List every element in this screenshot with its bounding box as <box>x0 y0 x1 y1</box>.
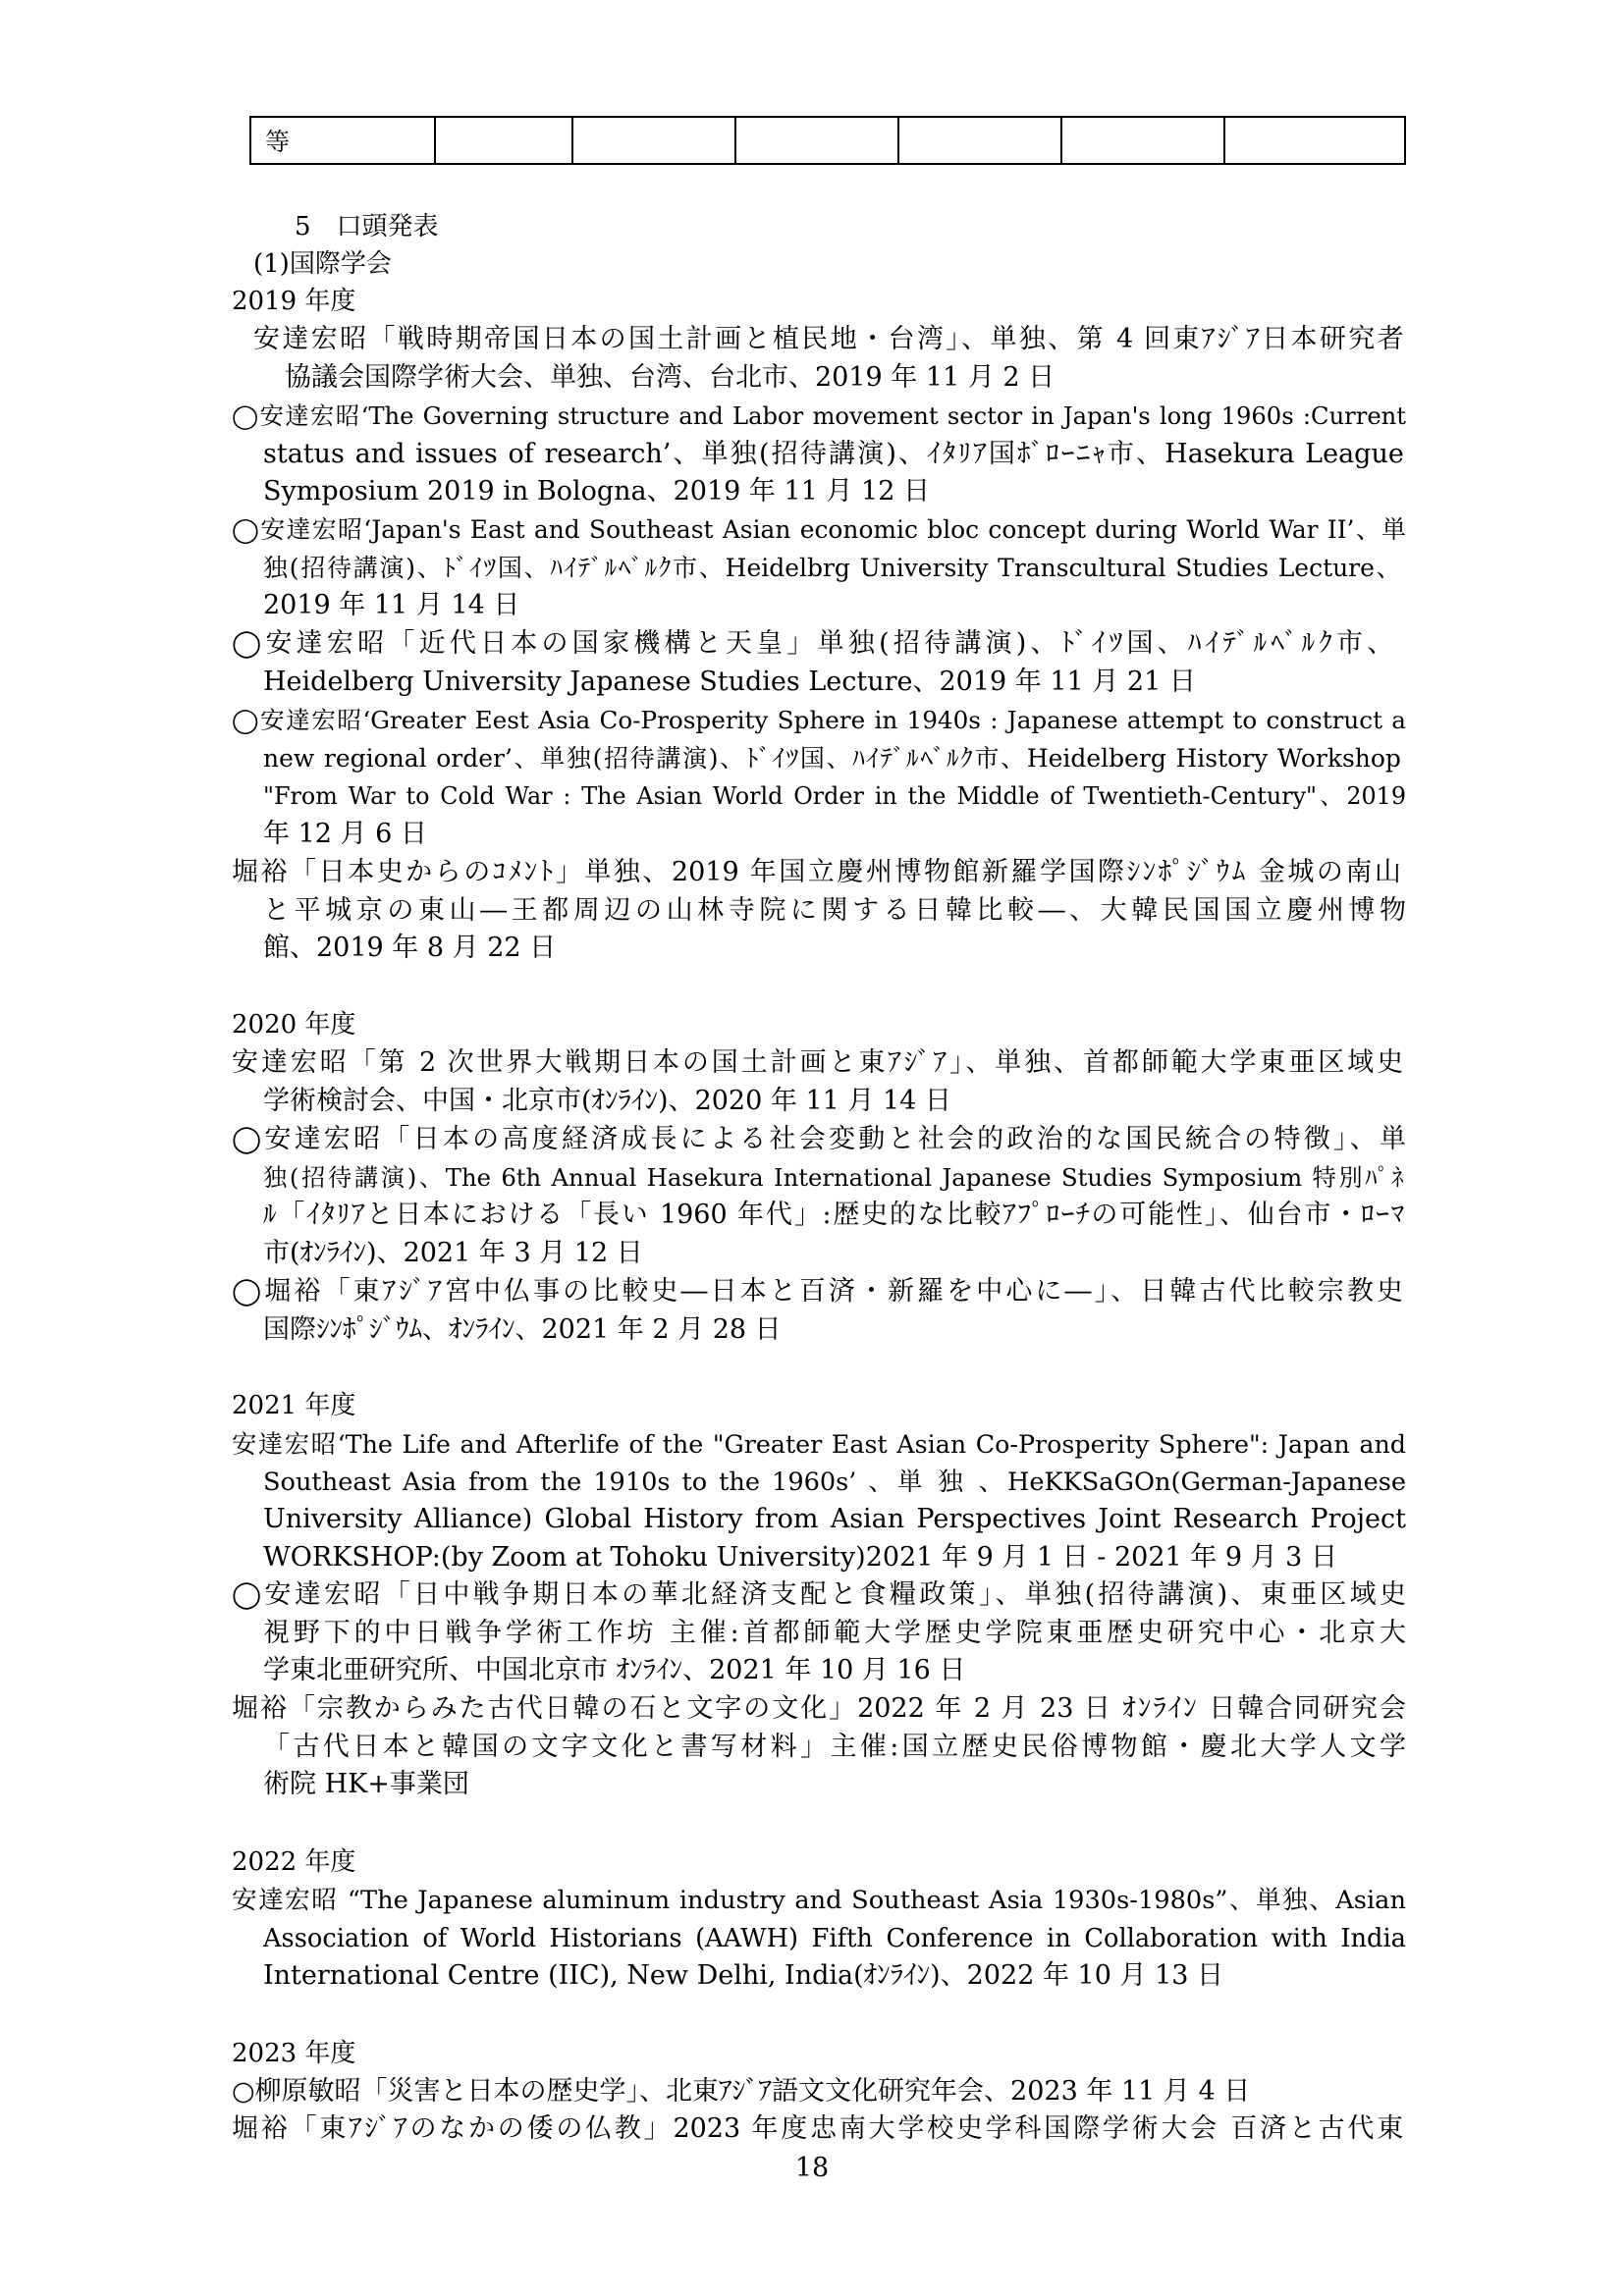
entry-2022-1 <box>232 1882 1406 1996</box>
entry-line: International Centre (IIC), New Delhi, India(ｵﾝﾗｲﾝ)、2022 年 10 月 13 日 <box>263 1960 1224 1992</box>
entry-2023-1 <box>232 2073 1406 2111</box>
entry-line: 2019 年 11 月 14 日 <box>263 590 520 621</box>
entry-line: ◯安達宏昭「日本の高度経済成長による社会変動と社会的政治的な国民統合の特徴」、単 <box>232 1124 1406 1154</box>
entry-2020-2 <box>232 1121 1406 1272</box>
entry-line: 安達宏昭「第 2 次世界大戦期日本の国土計画と東ｱｼﾞｱ」、単独、首都師範大学東亜区域史 <box>232 1047 1406 1078</box>
table-cell <box>572 117 735 164</box>
entry-line: ◯堀裕「東ｱｼﾞｱ宮中仏事の比較史―日本と百済・新羅を中心に―」、日韓古代比較宗教史 <box>232 1276 1406 1307</box>
entry-line: 協議会国際学術大会、単独、台湾、台北市、2019 年 11 月 2 日 <box>285 361 1056 393</box>
entry-2020-1 <box>232 1044 1406 1120</box>
page-number: 18 <box>794 2153 830 2183</box>
entry-2020-3 <box>232 1273 1406 1349</box>
table-cell <box>1224 117 1405 164</box>
entry-2021-1 <box>232 1425 1406 1576</box>
year-heading-2023: 2023 年度 <box>232 2039 356 2068</box>
entry-2019-2 <box>232 398 1406 511</box>
entry-line: 堀裕「宗教からみた古代日韓の石と文字の文化」2022 年 2 月 23 日 ｵﾝﾗｲﾝ 日韓合同研究会 <box>232 1693 1406 1724</box>
entry-line: "From War to Cold War : The Asian World Order in the Middle of Twentieth-Century"、2019 <box>263 782 1406 811</box>
entry-line: 年 12 月 6 日 <box>263 818 427 849</box>
continuation-table <box>249 116 1406 165</box>
entry-line: WORKSHOP:(by Zoom at Tohoku University)2021 年 9 月 1 日 - 2021 年 9 月 3 日 <box>263 1541 1337 1573</box>
entry-line: status and issues of research’、単独(招待講演)、ｲﾀﾘｱ国ﾎﾞﾛｰﾆｬ市、Hasekura League <box>263 438 1404 469</box>
entry-line: ◯安達宏昭‘Greater Eest Asia Co-Prosperity Sphere in 1940s : Japanese attempt to construct a <box>232 706 1406 734</box>
table-cell: 等 <box>250 117 435 164</box>
section-title: 5 口頭発表 <box>295 212 439 241</box>
year-heading-2019: 2019 年度 <box>232 287 356 316</box>
entry-2021-3 <box>232 1690 1406 1804</box>
entry-line: Heidelberg University Japanese Studies Lecture、2019 年 11 月 21 日 <box>263 666 1196 697</box>
entry-line: 視野下的中日戦争学術工作坊 主催:首都師範大学歴史学院東亜歴史研究中心・北京大 <box>263 1617 1406 1648</box>
table-cell <box>1061 117 1224 164</box>
entry-line: ◯安達宏昭「近代日本の国家機構と天皇」単独(招待講演)、ﾄﾞｲﾂ国、ﾊｲﾃﾞﾙﾍﾞﾙｸ市、 <box>232 628 1398 659</box>
year-heading-2020: 2020 年度 <box>232 1010 356 1040</box>
year-heading-2022: 2022 年度 <box>232 1847 356 1877</box>
entry-line: 市(ｵﾝﾗｲﾝ)、2021 年 3 月 12 日 <box>263 1237 643 1268</box>
entry-line: ﾙ「ｲﾀﾘｱと日本における「長い 1960 年代」:歴史的な比較ｱﾌﾟﾛｰﾁの可能性」、仙台市・ﾛｰﾏ <box>263 1200 1406 1231</box>
entry-line: 堀裕「東ｱｼﾞｱのなかの倭の仏教」2023 年度忠南大学校史学科国際学術大会 百済と古代東 <box>232 2113 1406 2144</box>
entry-line: 術院 HK+事業団 <box>263 1769 469 1800</box>
entry-line: new regional order’、単独(招待講演)、ﾄﾞｲﾂ国、ﾊｲﾃﾞﾙﾍﾞﾙｸ市、Heidelberg History Workshop <box>263 743 1401 773</box>
subsection-title: (1)国際学会 <box>253 249 392 279</box>
table-cell <box>735 117 898 164</box>
entry-2019-1 <box>253 321 1406 397</box>
entry-2019-4 <box>232 625 1406 701</box>
entry-line: 堀裕「日本史からのｺﾒﾝﾄ」単独、2019 年国立慶州博物館新羅学国際ｼﾝﾎﾟｼﾞｳﾑ 金城の南山 <box>232 857 1404 887</box>
entry-2019-5 <box>232 702 1406 853</box>
entry-line: 安達宏昭‘The Life and Afterlife of the "Greater East Asian Co-Prosperity Sphere": Japan and <box>232 1429 1406 1459</box>
year-heading-2021: 2021 年度 <box>232 1391 356 1420</box>
entry-line: 独(招待講演)、The 6th Annual Hasekura International Japanese Studies Symposium 特別ﾊﾟﾈ <box>263 1162 1406 1192</box>
table-cell <box>898 117 1061 164</box>
entry-line: 安達宏昭「戦時期帝国日本の国土計画と植民地・台湾」、単独、第 4 回東ｱｼﾞｱ日本研究者 <box>253 324 1406 354</box>
entry-2021-2 <box>232 1576 1406 1690</box>
entry-line: ◯安達宏昭‘The Governing structure and Labor movement sector in Japan's long 1960s :Current <box>232 402 1406 430</box>
entry-2023-2 <box>232 2110 1406 2149</box>
entry-line: 独(招待講演)、ﾄﾞｲﾂ国、ﾊｲﾃﾞﾙﾍﾞﾙｸ市、Heidelbrg University Transcultural Studies Lecture、 <box>263 553 1403 582</box>
entry-line: と平城京の東山―王都周辺の山林寺院に関する日韓比較―、大韓民国国立慶州博物 <box>263 894 1406 926</box>
table-row <box>250 117 1405 164</box>
entry-line: University Alliance) Global History from Asian Perspectives Joint Research Project <box>263 1504 1406 1535</box>
entry-line: Southeast Asia from the 1910s to the 1960s’ 、単 独 、HeKKSaGOn(German-Japanese <box>263 1467 1406 1497</box>
entry-line: ○柳原敏昭「災害と日本の歴史学」、北東ｱｼﾞｱ語文文化研究年会、2023 年 11 月 4 日 <box>232 2076 1251 2107</box>
entry-line: 「古代日本と韓国の文字文化と書写材料」主催:国立歴史民俗博物館・慶北大学人文学 <box>263 1731 1406 1762</box>
entry-line: 安達宏昭 “The Japanese aluminum industry and Southeast Asia 1930s-1980s”、単独、Asian <box>232 1886 1406 1915</box>
entry-line: ◯安達宏昭‘Japan's East and Southeast Asian economic bloc concept during World War II’、単 <box>232 515 1406 544</box>
entry-2019-3 <box>232 511 1406 625</box>
entry-line: 館、2019 年 8 月 22 日 <box>263 933 557 964</box>
entry-line: 国際ｼﾝﾎﾟｼﾞｳﾑ、ｵﾝﾗｲﾝ、2021 年 2 月 28 日 <box>263 1313 782 1345</box>
entry-line: 学東北亜研究所、中国北京市 ｵﾝﾗｲﾝ、2021 年 10 月 16 日 <box>263 1655 966 1686</box>
entry-line: ◯安達宏昭「日中戦争期日本の華北経済支配と食糧政策」、単独(招待講演)、東亜区域史 <box>232 1579 1406 1610</box>
entry-line: Association of World Historians (AAWH) Fifth Conference in Collaboration with India <box>263 1923 1406 1953</box>
entry-line: 学術検討会、中国・北京市(ｵﾝﾗｲﾝ)、2020 年 11 月 14 日 <box>263 1085 951 1116</box>
entry-2019-6 <box>232 854 1406 968</box>
entry-line: Symposium 2019 in Bologna、2019 年 11 月 12 日 <box>263 476 930 507</box>
table-cell <box>435 117 572 164</box>
